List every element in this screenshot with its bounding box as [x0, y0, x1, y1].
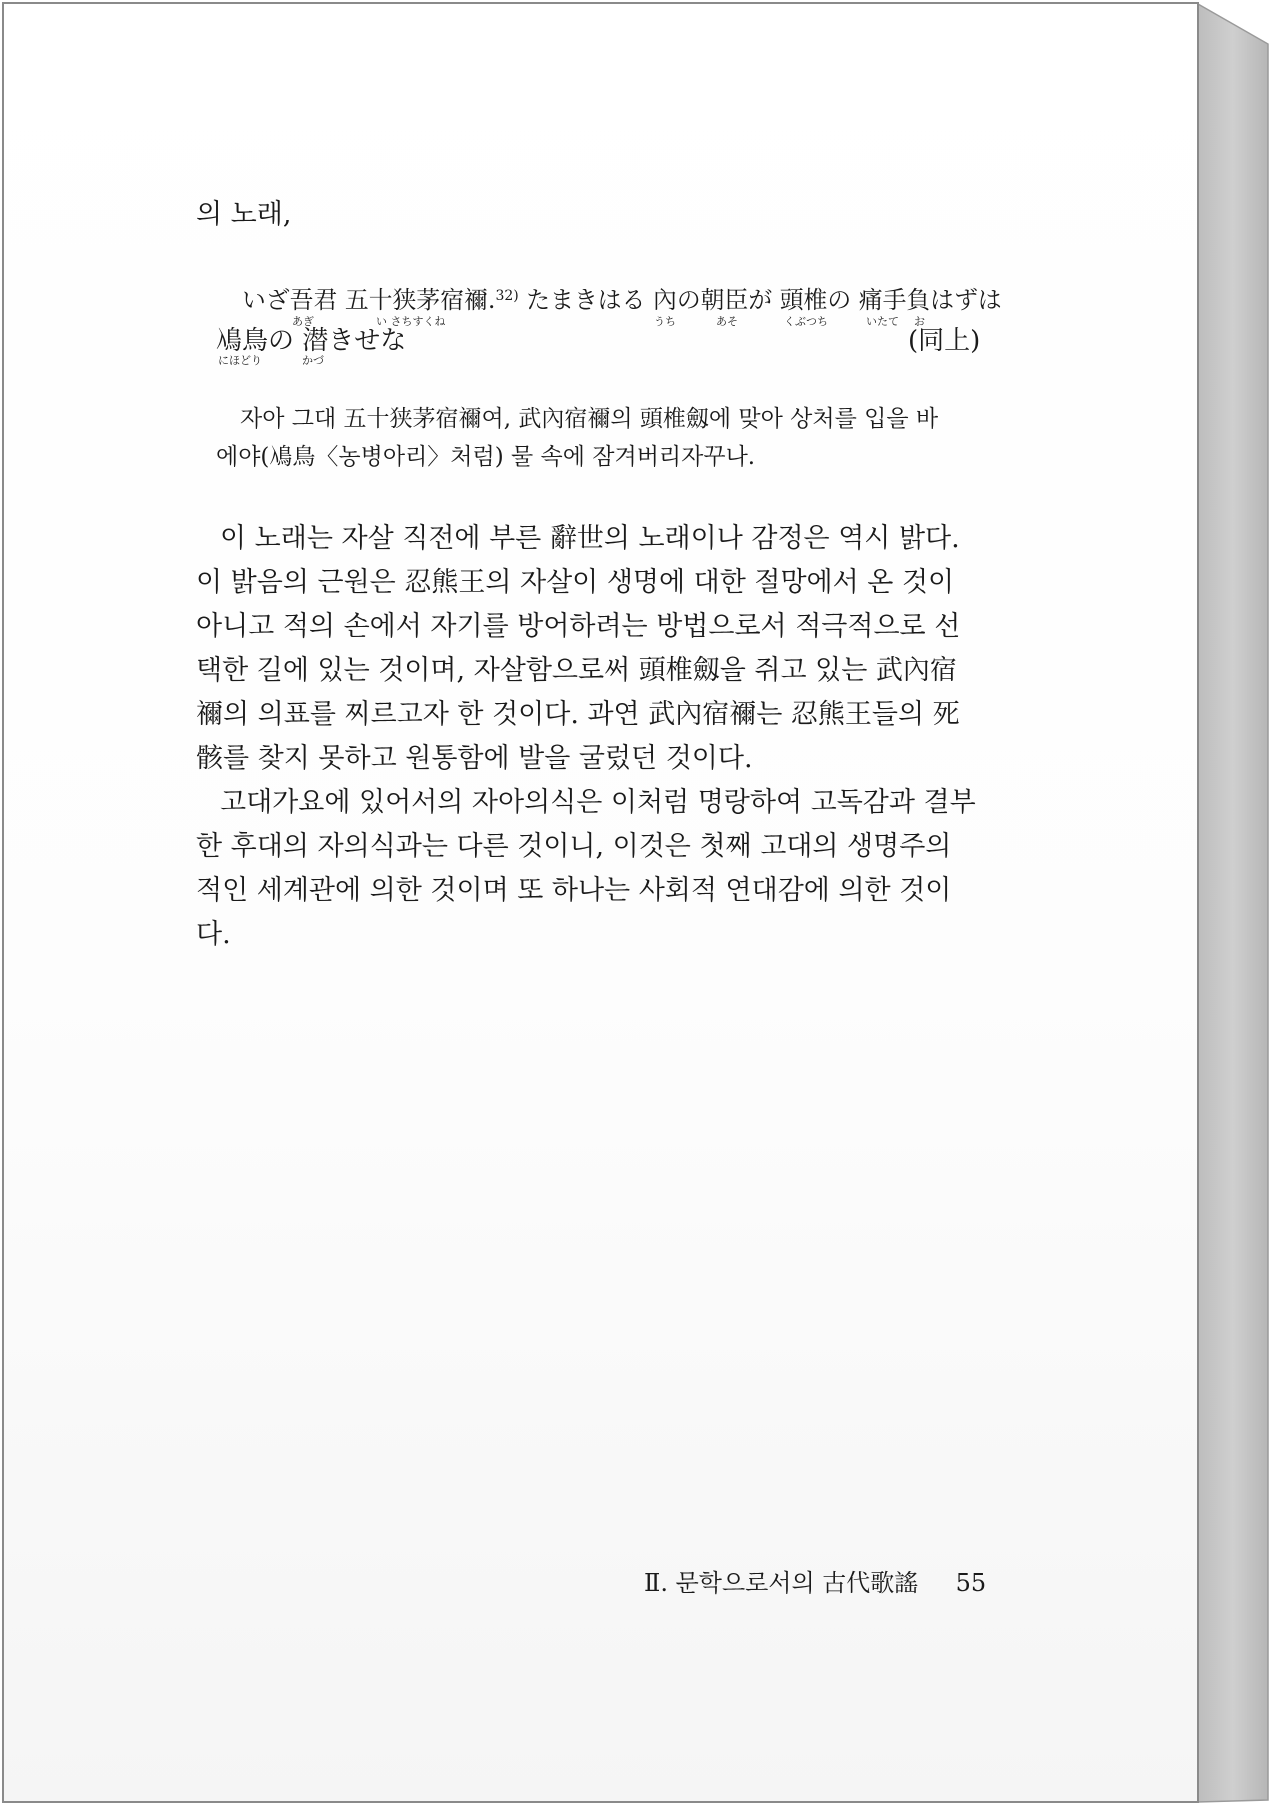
- ruby-itade: いたて: [866, 315, 899, 328]
- body-p2-line-3: 적인 세계관에 의한 것이며 또 하나는 사회적 연대감에 의한 것이: [196, 875, 952, 906]
- translation-line-2: 에야(鳰鳥〈농병아리〉처럼) 물 속에 잠겨버리자꾸나.: [216, 444, 756, 470]
- body-p1-line-6: 骸를 찾지 못하고 원통함에 발을 굴렀던 것이다.: [196, 743, 753, 774]
- body-p1-line-3: 아니고 적의 손에서 자기를 방어하려는 방법으로서 적극적으로 선: [196, 611, 961, 642]
- ruby-nihodori: にほどり: [218, 354, 262, 367]
- chapter-title: Ⅱ. 문학으로서의 古代歌謠: [644, 1569, 919, 1597]
- ruby-ason: あそ: [716, 315, 738, 328]
- body-p1-line-5: 禰의 의표를 찌르고자 한 것이다. 과연 武內宿禰는 忍熊王들의 死: [196, 699, 960, 730]
- body-p1-line-1: 이 노래는 자살 직전에 부른 辭世의 노래이나 감정은 역시 밝다.: [220, 523, 960, 554]
- body-p2-line-2: 한 후대의 자의식과는 다른 것이니, 이것은 첫째 고대의 생명주의: [196, 831, 952, 862]
- ruby-isachisukune: い さちすくね: [376, 315, 446, 328]
- intro-line: 의 노래,: [196, 199, 292, 230]
- poem-line-1-start: いざ吾君 五十狭茅宿禰.: [242, 286, 496, 314]
- ruby-o: お: [914, 315, 925, 328]
- ruby-kazuki: かづ: [302, 354, 324, 367]
- poem-line-2: 鳰鳥の 潜きせな: [216, 326, 407, 356]
- ruby-uchi: うち: [654, 315, 676, 328]
- ruby-agimi: あぎ: [292, 315, 314, 328]
- body-p1-line-2: 이 밝음의 근원은 忍熊王의 자살이 생명에 대한 절망에서 온 것이: [196, 567, 955, 598]
- body-p2-line-4: 다.: [196, 919, 231, 950]
- poem-line-1-rest: たまきはる 內の朝臣が 頭椎の 痛手負はずは: [518, 286, 1002, 314]
- body-p1-line-4: 택한 길에 있는 것이며, 자살함으로써 頭椎劔을 쥐고 있는 武內宿: [196, 655, 957, 686]
- footnote-marker: 32): [495, 288, 519, 304]
- poem-source: (同上): [908, 326, 981, 356]
- page-number: 55: [955, 1569, 987, 1597]
- body-p2-line-1: 고대가요에 있어서의 자아의식은 이처럼 명랑하여 고독감과 결부: [220, 787, 976, 818]
- ruby-kubutsuchi: くぶつち: [784, 315, 828, 328]
- poem-line-1: [242, 284, 1002, 316]
- translation-line-1: 자아 그대 五十狭茅宿禰여, 武內宿禰의 頭椎劔에 맞아 상처를 입을 바: [240, 406, 939, 432]
- running-footer: [644, 1568, 986, 1598]
